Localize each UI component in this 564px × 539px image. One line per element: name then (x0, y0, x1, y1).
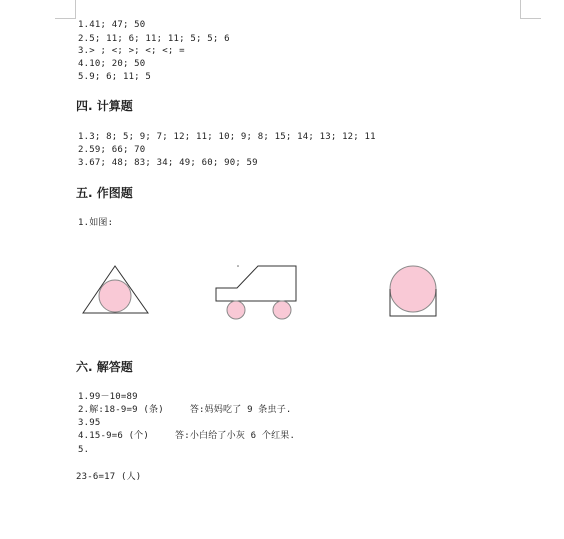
answer-line: 1.41; 47; 50 (78, 20, 146, 30)
section-heading: 五. 作图题 (76, 186, 133, 200)
section-heading: 四. 计算题 (76, 99, 133, 113)
answer-line (78, 405, 292, 416)
answer-line: 3.67; 48; 83; 34; 49; 60; 90; 59 (78, 158, 258, 168)
answer-line: 3.> ; <; >; <; <; = (78, 46, 185, 56)
answer-reply: 答:小白给了小灰 6 个红果. (175, 431, 296, 441)
car-body-outline (216, 266, 296, 301)
inscribed-circle (99, 280, 131, 312)
answer-line: 4.10; 20; 50 (78, 59, 146, 69)
figure-triangle-circle (83, 266, 148, 313)
car-rear-wheel (273, 301, 291, 319)
answer-line (78, 431, 295, 442)
figure-square-circle (390, 266, 436, 316)
answer-line: 5.9; 6; 11; 5 (78, 72, 152, 82)
car-front-wheel (227, 301, 245, 319)
section-heading: 六. 解答题 (76, 360, 133, 374)
answer-line: 5. (78, 445, 90, 455)
square-circle (390, 266, 436, 312)
answer-line: 23-6=17 (人) (76, 472, 142, 482)
answer-line: 3.95 (78, 418, 101, 428)
stray-dot (237, 265, 239, 267)
answer-line: 1.99－10=89 (78, 392, 138, 402)
figure-car (216, 265, 296, 319)
answer-line: 2.5; 11; 6; 11; 11; 5; 5; 6 (78, 34, 230, 44)
answer-calc: 4.15-9=6 (个) (78, 431, 150, 441)
answer-calc: 2.解:18-9=9 (条) (78, 405, 164, 415)
answer-line: 1.如图: (78, 218, 114, 228)
answer-line: 2.59; 66; 70 (78, 145, 146, 155)
answer-reply: 答:妈妈吃了 9 条虫子. (189, 405, 292, 415)
answer-line: 1.3; 8; 5; 9; 7; 12; 11; 10; 9; 8; 15; 14; 13; 12; 11 (78, 132, 376, 142)
